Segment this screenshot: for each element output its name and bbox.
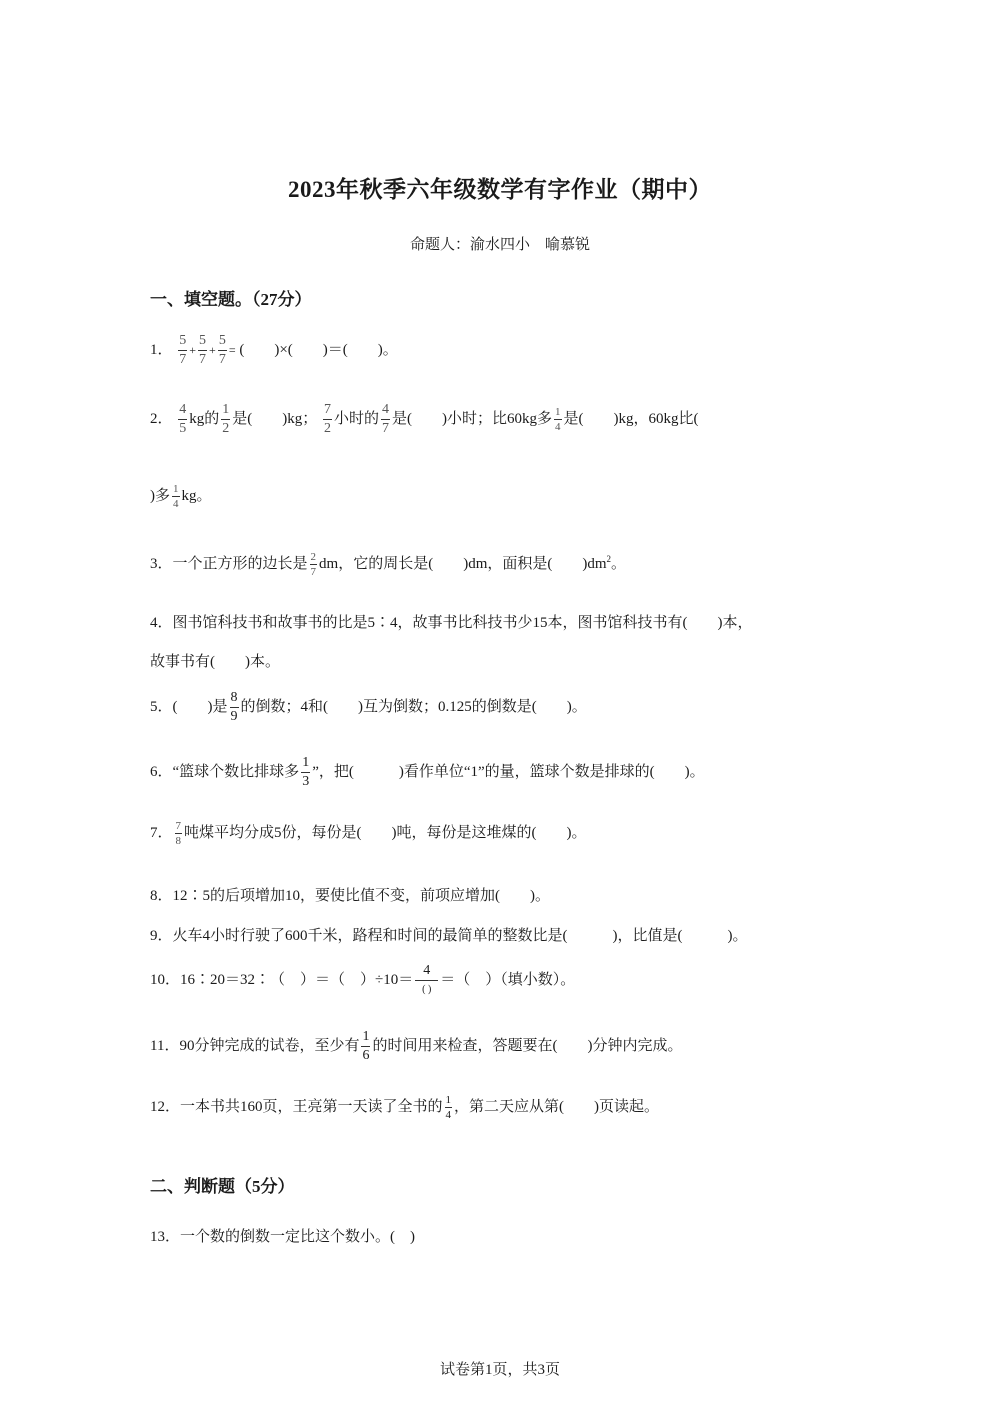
question-8: 8．12∶5的后项增加10，要使比值不变，前项应增加( )。	[150, 888, 550, 904]
question-9: 9．火车4小时行驶了600千米，路程和时间的最简单的整数比是( )，比值是( )。	[150, 928, 748, 944]
section-heading-fill-in: 一、填空题。（27分）	[150, 290, 312, 309]
fraction: $\frac{5}{7}$	[199, 333, 207, 367]
fraction: $\frac{2}{7}$	[310, 551, 317, 579]
question-3: 3．一个正方形的边长是 $\frac{2}{7}$ dm，它的周长是( )dm，面积是( )$dm^2$。	[150, 551, 627, 579]
fraction: $\frac{1}{4}$	[445, 1094, 452, 1121]
question-7: 7． $\frac{7}{8}$ 吨煤平均分成5份，每份是( )吨，每份是这堆煤的( )。	[150, 820, 587, 847]
fraction: $\frac{1}{4}$	[173, 483, 179, 510]
fraction: $\frac{4}{5}$	[179, 402, 187, 436]
fraction: $\frac{5}{7}$	[218, 333, 226, 367]
question-2-continued: )多 $\frac{1}{4}$ kg。	[150, 483, 212, 510]
page-footer: 试卷第1页，共3页	[439, 1362, 560, 1378]
question-number: 2．	[150, 410, 173, 427]
question-13: 13．一个数的倒数一定比这个数小。( )	[150, 1229, 415, 1245]
fraction: 4 ( )	[415, 963, 438, 998]
page-title: 2023年秋季六年级数学有字作业（期中）	[288, 177, 712, 202]
question-6: 6．“篮球个数比排球多 $\frac{1}{3}$ ”，把( )看作单位“1”的量，篮球个数是排球的( )。	[150, 755, 705, 789]
fraction: $\frac{1}{6}$	[362, 1029, 370, 1063]
fraction: $\frac{1}{4}$	[555, 406, 561, 433]
author-line: 命题人：渝水四小 喻慕锐	[409, 237, 590, 253]
question-11: 11．90分钟完成的试卷，至少有 $\frac{1}{6}$ 的时间用来检查，答题要在( )分钟内完成。	[150, 1029, 683, 1063]
fraction: $\frac{7}{8}$	[175, 820, 182, 847]
fraction: $\frac{4}{7}$	[382, 402, 390, 436]
question-10: 10．16∶20＝32∶（ ）＝（ ）÷10＝ 4 ( ) ＝（ ）（填小数）。	[150, 963, 575, 998]
fraction: $\frac{1}{3}$	[302, 755, 310, 789]
fraction: $\frac{1}{2}$	[222, 402, 230, 436]
fraction: $\frac{5}{7}$	[179, 333, 187, 367]
fraction: $\frac{8}{9}$	[230, 690, 238, 724]
question-2: 2． $\frac{4}{5}$ kg的 $\frac{1}{2}$ 是( )kg； $\frac{7}{2}$ 小时的 $\frac{4}{7}$ 是( )小时；比60kg多 $\frac{1}{4}$ 是( )kg，60kg比(	[150, 402, 699, 436]
question-number: 1．	[150, 341, 173, 358]
question-text: ( )×( )＝( )。	[239, 341, 398, 358]
fraction: $\frac{7}{2}$	[324, 402, 332, 436]
question-4-continued: 故事书有( )本。	[150, 654, 280, 670]
question-5: 5．( )是 $\frac{8}{9}$ 的倒数；4和( )互为倒数；0.125的倒数是( )。	[150, 690, 587, 724]
question-4: 4．图书馆科技书和故事书的比是5∶4，故事书比科技书少15本，图书馆科技书有( )本，	[150, 615, 753, 631]
section-heading-true-false: 二、判断题（5分）	[150, 1177, 295, 1196]
question-12: 12．一本书共160页，王亮第一天读了全书的 $\frac{1}{4}$ ，第二天应从第( )页读起。	[150, 1094, 660, 1121]
question-1: 1． $\frac{5}{7}$ + $\frac{5}{7}$ + $\frac{5}{7}$ = ( )×( )＝( )。	[150, 333, 398, 367]
